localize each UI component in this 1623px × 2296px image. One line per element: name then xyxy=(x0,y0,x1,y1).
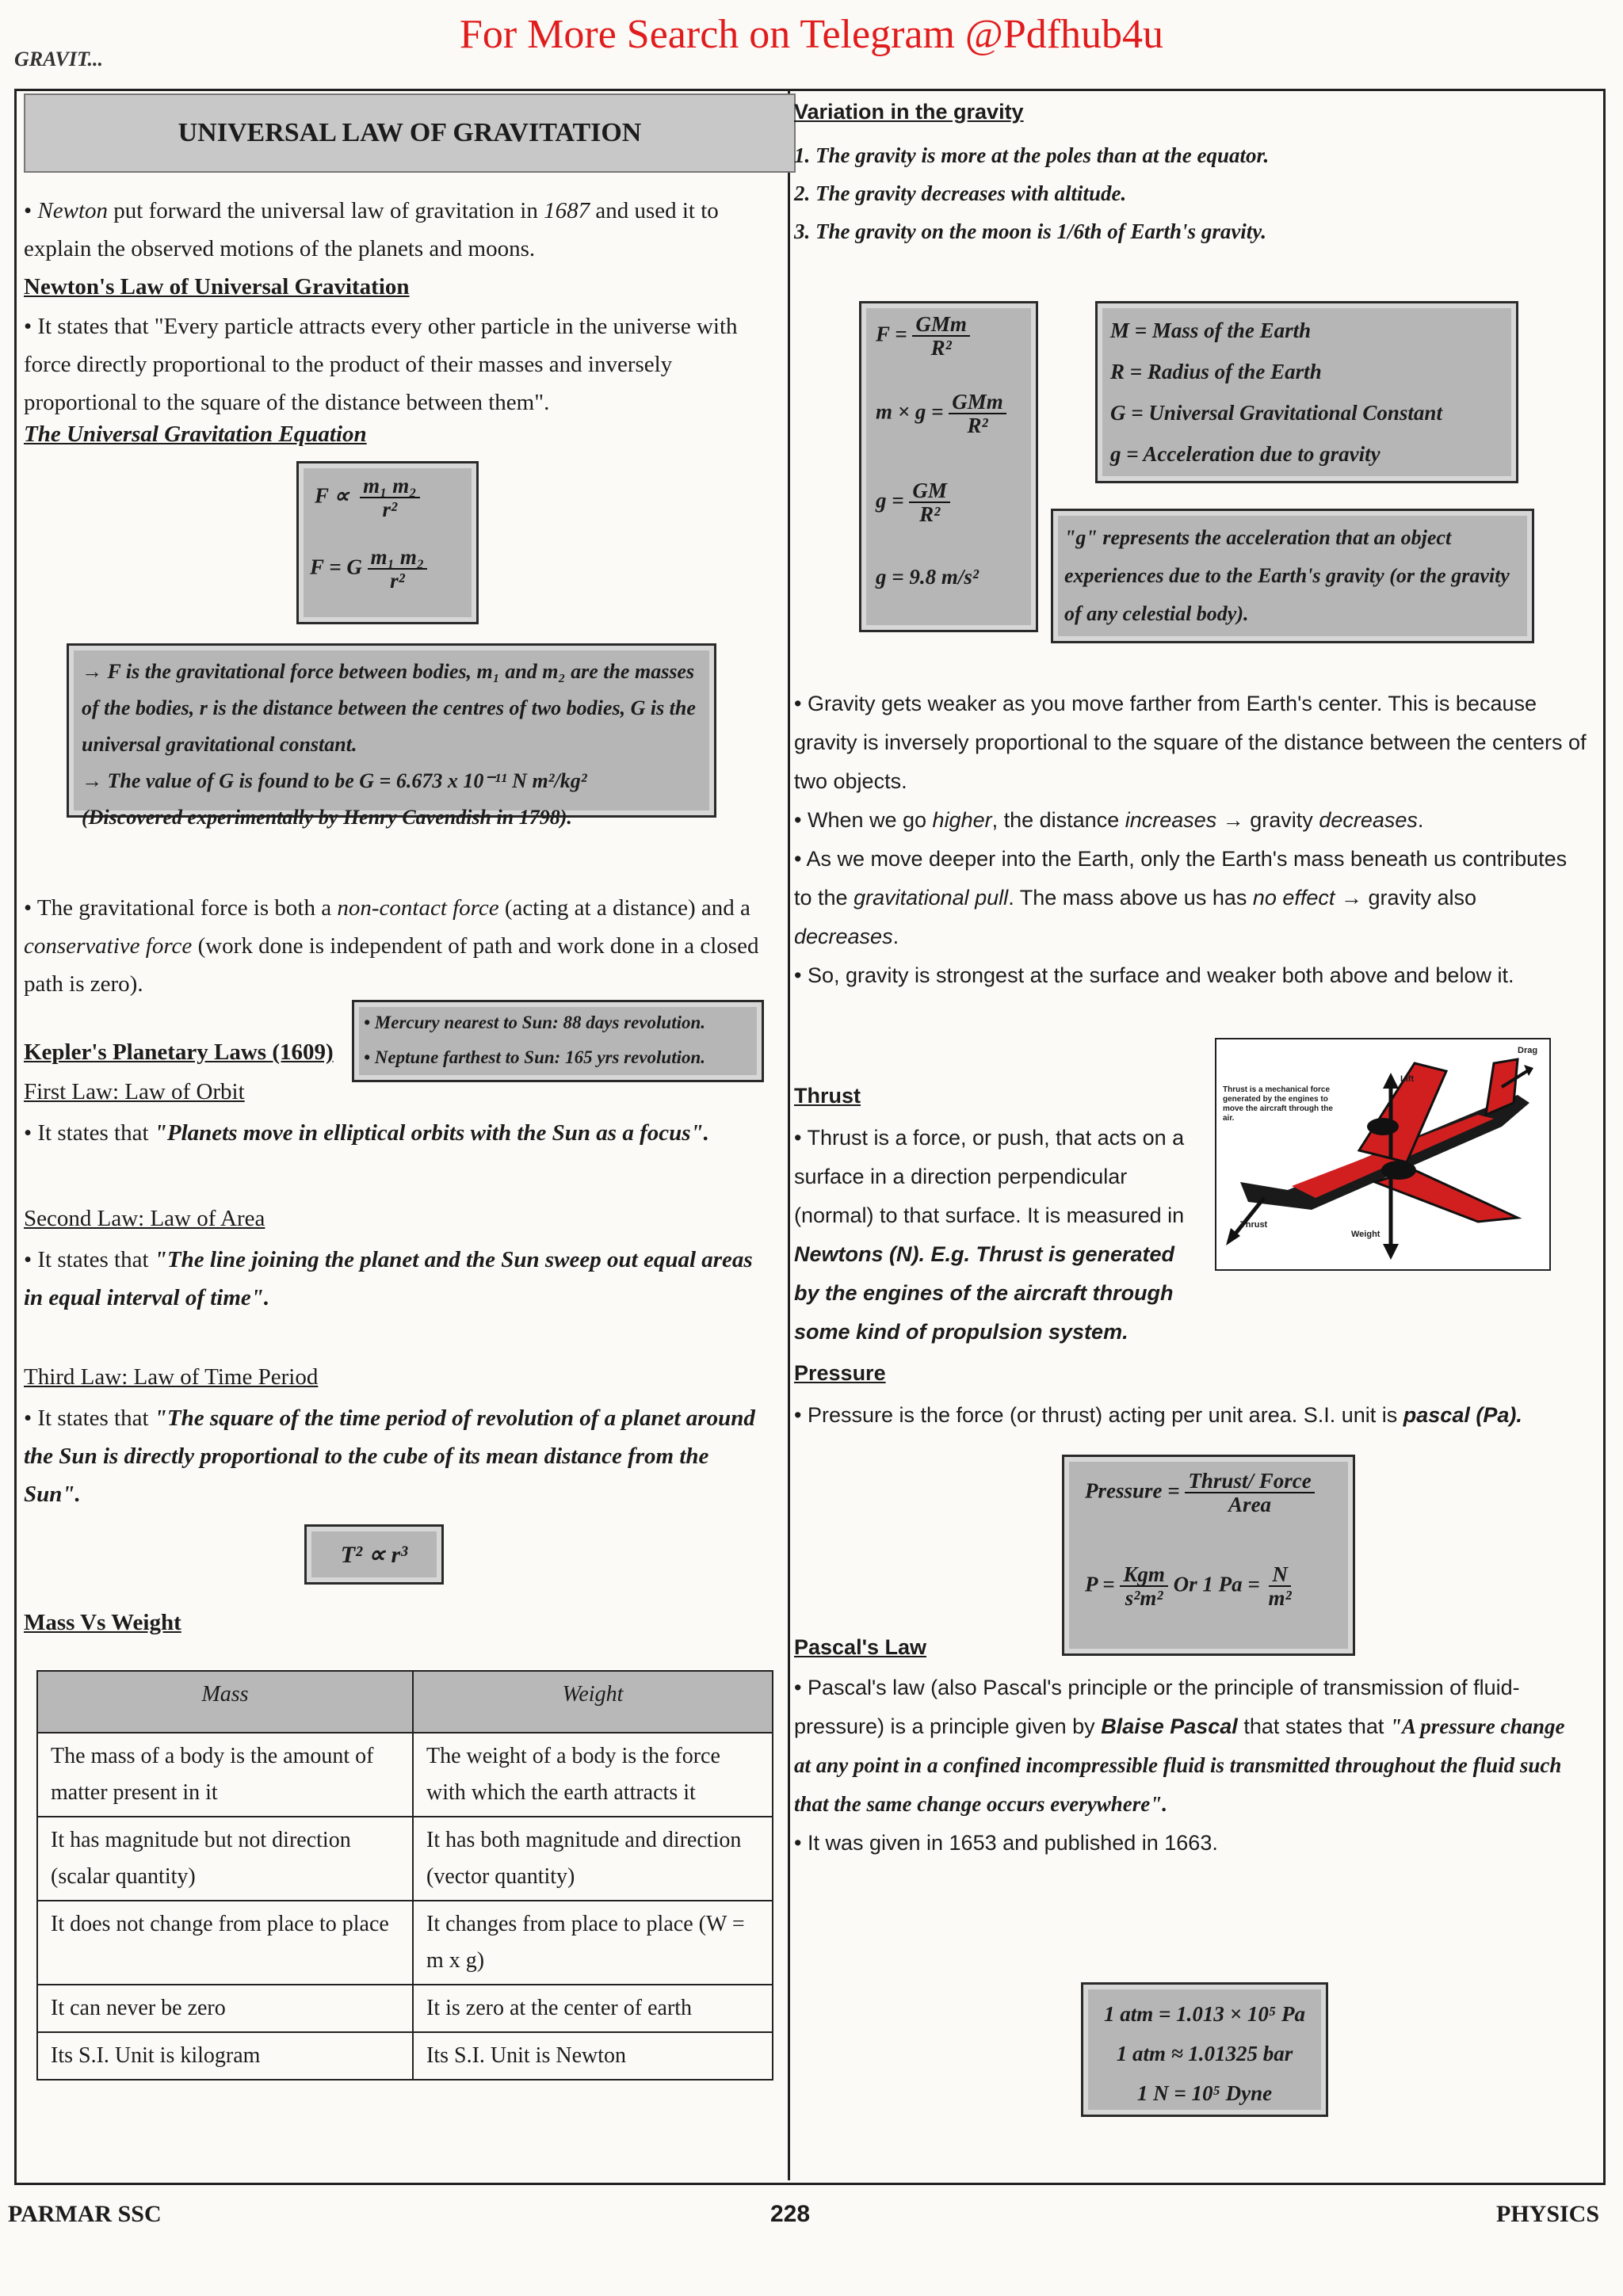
pressure-formula-box: Pressure = $\frac{\text{Thrust/ Force}}{\text{Area}}$ P = $\frac{\text{Kgm}}{\text{s²m²}}$ Or 1 Pa = $\frac{N}{\text{m²}}$ xyxy=(1062,1455,1355,1656)
table-cell: Its S.I. Unit is Newton xyxy=(413,2032,773,2080)
third-law-statement: • It states that "The square of the time period of revolution of a planet around the Sun is directly proportional to the cube of its mean distance from the Sun". xyxy=(24,1405,755,1507)
table-cell: The mass of a body is the amount of matter present in it xyxy=(37,1733,413,1817)
gravitation-definition-box: → F is the gravitational force between bodies, m₁ and m₂ are the masses of the bodies, r is the distance between the centres of two bodies, G is the universal gravitational constant. → The value of G is found to be G = 6.673 x 10⁻¹¹ N m²/kg² (Discovered experimentally by Henry Cavendish in 1798). xyxy=(67,643,716,818)
list-item: 1. The gravity is more at the poles than at the equator. xyxy=(794,143,1270,167)
newton-intro: • Newton put forward the universal law of gravitation in 1687 and used it to explain the observed motions of the planets and moons. xyxy=(24,198,719,261)
table-row xyxy=(37,1901,773,1985)
pressure-units-box: 1 atm = 1.013 × 10⁵ Pa 1 atm ≈ 1.01325 bar 1 N = 10⁵ Dyne xyxy=(1081,1982,1328,2117)
third-law-formula: T² ∝ r³ xyxy=(304,1524,444,1585)
g-definition-box: "g" represents the acceleration that an object experiences due to the Earth's gravity (or the gravity of any celestial body). xyxy=(1051,509,1534,643)
gravitation-equation-heading: The Universal Gravitation Equation xyxy=(24,421,367,447)
g-derivation-box: F = $\frac{\text{GMm}}{\text{R²}}$ m × g = $\frac{\text{GMm}}{\text{R²}}$ g = $\frac{GM}{\text{R²}}$ g = 9.8 m/s² xyxy=(859,301,1038,632)
telegram-banner: For More Search on Telegram @Pdfhub4u xyxy=(459,12,1164,57)
diagram-label-thrust: Thrust xyxy=(1240,1220,1268,1230)
first-law-statement: • It states that "Planets move in elliptical orbits with the Sun as a focus". xyxy=(24,1120,709,1146)
gravity-variation-list xyxy=(794,136,1587,250)
newton-law-statement: • It states that "Every particle attracts every other particle in the universe with force directly proportional to the product of their masses and inversely proportional to the square of the distance between them". xyxy=(24,314,738,415)
pressure-text: • Pressure is the force (or thrust) acting per unit area. S.I. unit is pascal (Pa). xyxy=(794,1403,1522,1427)
second-law-heading: Second Law: Law of Area xyxy=(24,1206,265,1231)
table-cell: It has magnitude but not direction (scalar quantity) xyxy=(37,1817,413,1901)
table-header-row xyxy=(37,1671,773,1733)
table-row xyxy=(37,1985,773,2032)
chapter-tag: GRAVIT... xyxy=(14,48,103,71)
aircraft-icon xyxy=(1216,1039,1549,1269)
gravitation-equation-box: F ∝ $\frac{\text{m₁ m₂}}{\text{r²}}$ F = G $\frac{\text{m₁ m₂}}{\text{r²}}$ xyxy=(296,461,479,624)
table-row xyxy=(37,1733,773,1817)
footer-publisher: PARMAR SSC xyxy=(8,2201,162,2227)
mass-weight-table xyxy=(36,1670,773,2081)
table-cell: It is zero at the center of earth xyxy=(413,1985,773,2032)
kepler-heading: Kepler's Planetary Laws (1609) xyxy=(24,1039,334,1065)
list-item: 3. The gravity on the moon is 1/6th of Earth's gravity. xyxy=(794,219,1267,243)
table-header-weight: Weight xyxy=(413,1671,773,1733)
first-law-heading: First Law: Law of Orbit xyxy=(24,1079,245,1104)
newton-law-heading: Newton's Law of Universal Gravitation xyxy=(24,274,410,299)
table-row xyxy=(37,1817,773,1901)
table-cell: Its S.I. Unit is kilogram xyxy=(37,2032,413,2080)
diagram-caption: Thrust is a mechanical force generated by the engines to move the aircraft through the air. xyxy=(1223,1085,1333,1123)
second-law-statement: • It states that "The line joining the planet and the Sun sweep out equal areas in equal interval of time". xyxy=(24,1247,753,1310)
table-cell: The weight of a body is the force with which the earth attracts it xyxy=(413,1733,773,1817)
table-header-mass: Mass xyxy=(37,1671,413,1733)
table-cell: It can never be zero xyxy=(37,1985,413,2032)
mass-weight-heading: Mass Vs Weight xyxy=(24,1610,181,1635)
pascal-text: • Pascal's law (also Pascal's principle or the principle of transmission of fluid-pressure) is a principle given by Blaise Pascal that states that "A pressure change at any point in a confined incompressible fluid is transmitted throughout the fluid such that the same change occurs everywhere". • It was given in 1653 and published in 1663. xyxy=(794,1676,1565,1855)
table-row xyxy=(37,2032,773,2080)
gravity-variation-heading: Variation in the gravity xyxy=(794,100,1024,124)
column-divider xyxy=(788,89,790,2180)
planet-revolution-box: • Mercury nearest to Sun: 88 days revolution. • Neptune farthest to Sun: 165 yrs revolution. xyxy=(352,1000,764,1082)
section-title: UNIVERSAL LAW OF GRAVITATION xyxy=(24,93,796,173)
gravity-explanation: • Gravity gets weaker as you move farther from Earth's center. This is because gravity is inversely proportional to the square of the distance between the centers of two objects. • When we go higher, the distance increases → gravity decreases. • As we move deeper into the Earth, only the Earth's mass beneath us contributes to the gravitational pull. The mass above us has no effect → gravity also decreases. • So, gravity is strongest at the surface and weaker both above and below it. xyxy=(794,692,1587,987)
third-law-heading: Third Law: Law of Time Period xyxy=(24,1364,319,1390)
thrust-text: • Thrust is a force, or push, that acts on a surface in a direction perpendicular (normal) to that surface. It is measured in Newtons (N). E.g. Thrust is generated by the engines of the aircraft through some kind of propulsion system. xyxy=(794,1126,1185,1344)
thrust-heading: Thrust xyxy=(794,1084,861,1108)
diagram-label-lift: Lift xyxy=(1400,1074,1415,1084)
footer-page-number: 228 xyxy=(770,2201,811,2227)
symbols-box: M = Mass of the Earth R = Radius of the Earth G = Universal Gravitational Constant g = Acceleration due to gravity xyxy=(1095,301,1518,483)
diagram-label-weight: Weight xyxy=(1351,1230,1381,1239)
table-cell: It does not change from place to place xyxy=(37,1901,413,1985)
pascal-heading: Pascal's Law xyxy=(794,1635,927,1659)
pressure-heading: Pressure xyxy=(794,1361,886,1385)
table-cell: It changes from place to place (W = m x g) xyxy=(413,1901,773,1985)
diagram-label-drag: Drag xyxy=(1518,1046,1538,1055)
footer-subject: PHYSICS xyxy=(1496,2201,1600,2227)
force-type-paragraph: • The gravitational force is both a non-contact force (acting at a distance) and a conservative force (work done is independent of path and work done in a closed path is zero). xyxy=(24,895,759,997)
list-item: 2. The gravity decreases with altitude. xyxy=(794,181,1127,205)
aircraft-thrust-diagram xyxy=(1215,1038,1551,1271)
table-cell: It has both magnitude and direction (vector quantity) xyxy=(413,1817,773,1901)
